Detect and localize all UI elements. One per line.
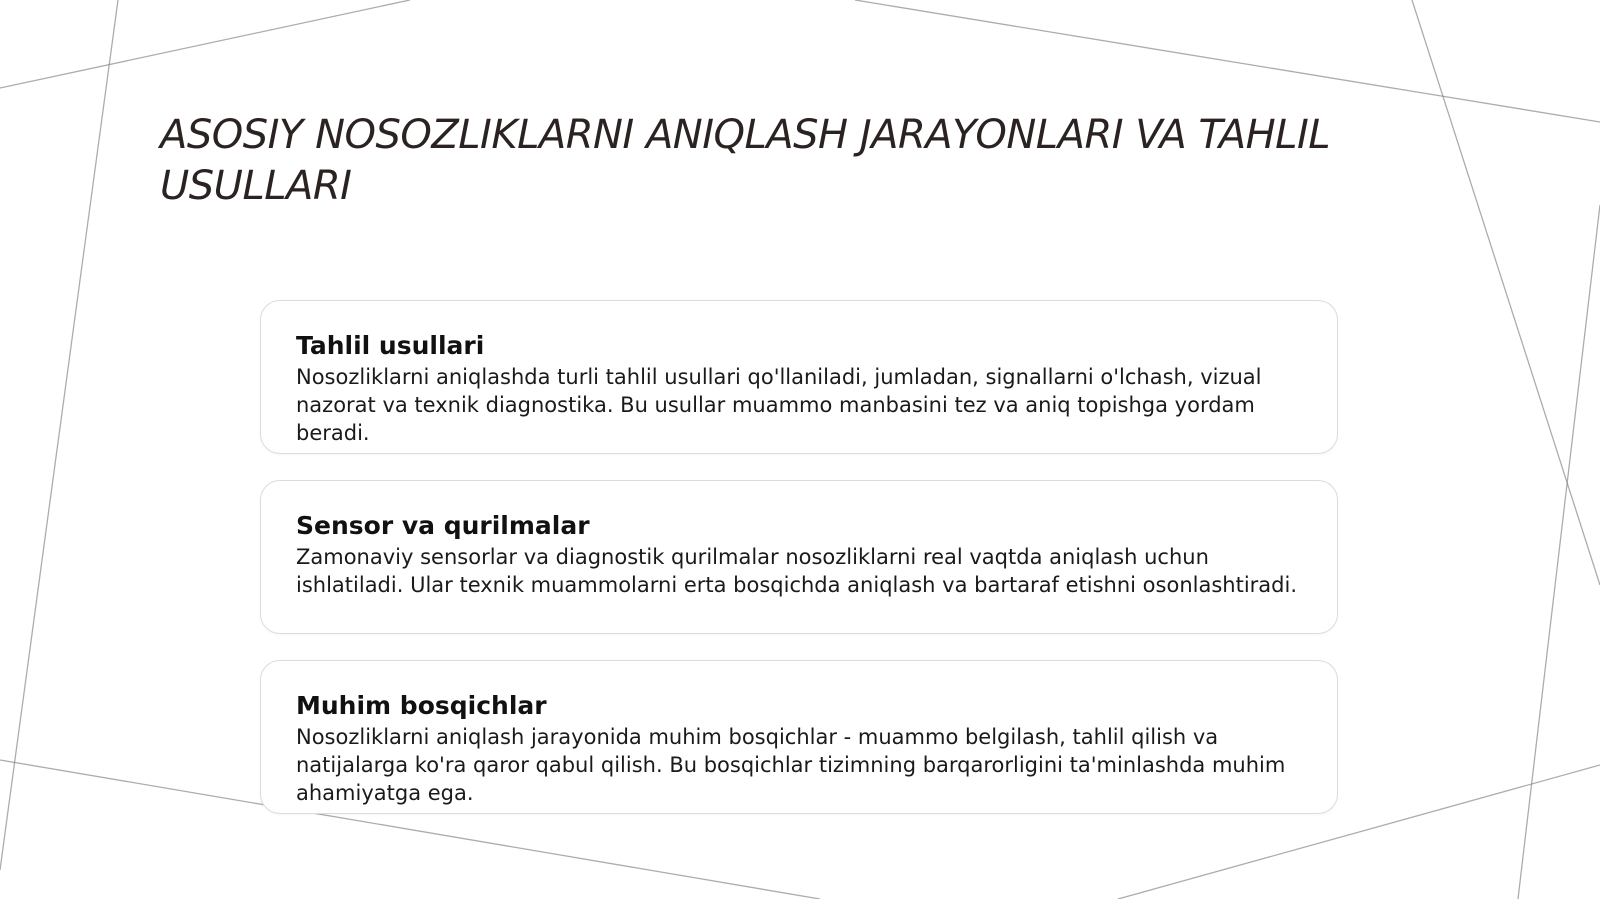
decor-line — [0, 0, 118, 870]
decor-line — [1412, 0, 1600, 585]
card-text: Zamonaviy sensorlar va diagnostik qurilmalar nosozliklarni real vaqtda aniqlash uchun ishlatiladi. Ular texnik muammolarni erta bosqichda aniqlash va bartaraf etishni osonlashtiradi. — [296, 545, 1297, 597]
card-text: Nosozliklarni aniqlashda turli tahlil usullari qo'llaniladi, jumladan, signallarni o'lchash, vizual nazorat va texnik diagnostika. Bu usullar muammo manbasini tez va aniq topishga yordam beradi. — [296, 365, 1262, 445]
decor-line — [0, 0, 410, 88]
decor-line — [1518, 205, 1600, 899]
decor-line — [855, 0, 1600, 122]
info-card-important-stages — [260, 660, 1338, 814]
card-heading: Sensor va qurilmalar — [296, 511, 590, 540]
card-text: Nosozliklarni aniqlash jarayonida muhim bosqichlar - muammo belgilash, tahlil qilish va natijalarga ko'ra qaror qabul qilish. Bu bosqichlar tizimning barqarorligini ta'minlashda muhim ahamiyatga ega. — [296, 725, 1286, 805]
info-card-sensors-devices — [260, 480, 1338, 634]
slide-title: ASOSIY NOSOZLIKLARNI ANIQLASH JARAYONLARI VA TAHLIL USULLARI — [160, 112, 1331, 209]
card-heading: Tahlil usullari — [296, 331, 485, 360]
card-heading: Muhim bosqichlar — [296, 691, 547, 720]
info-card-analysis-methods — [260, 300, 1338, 454]
